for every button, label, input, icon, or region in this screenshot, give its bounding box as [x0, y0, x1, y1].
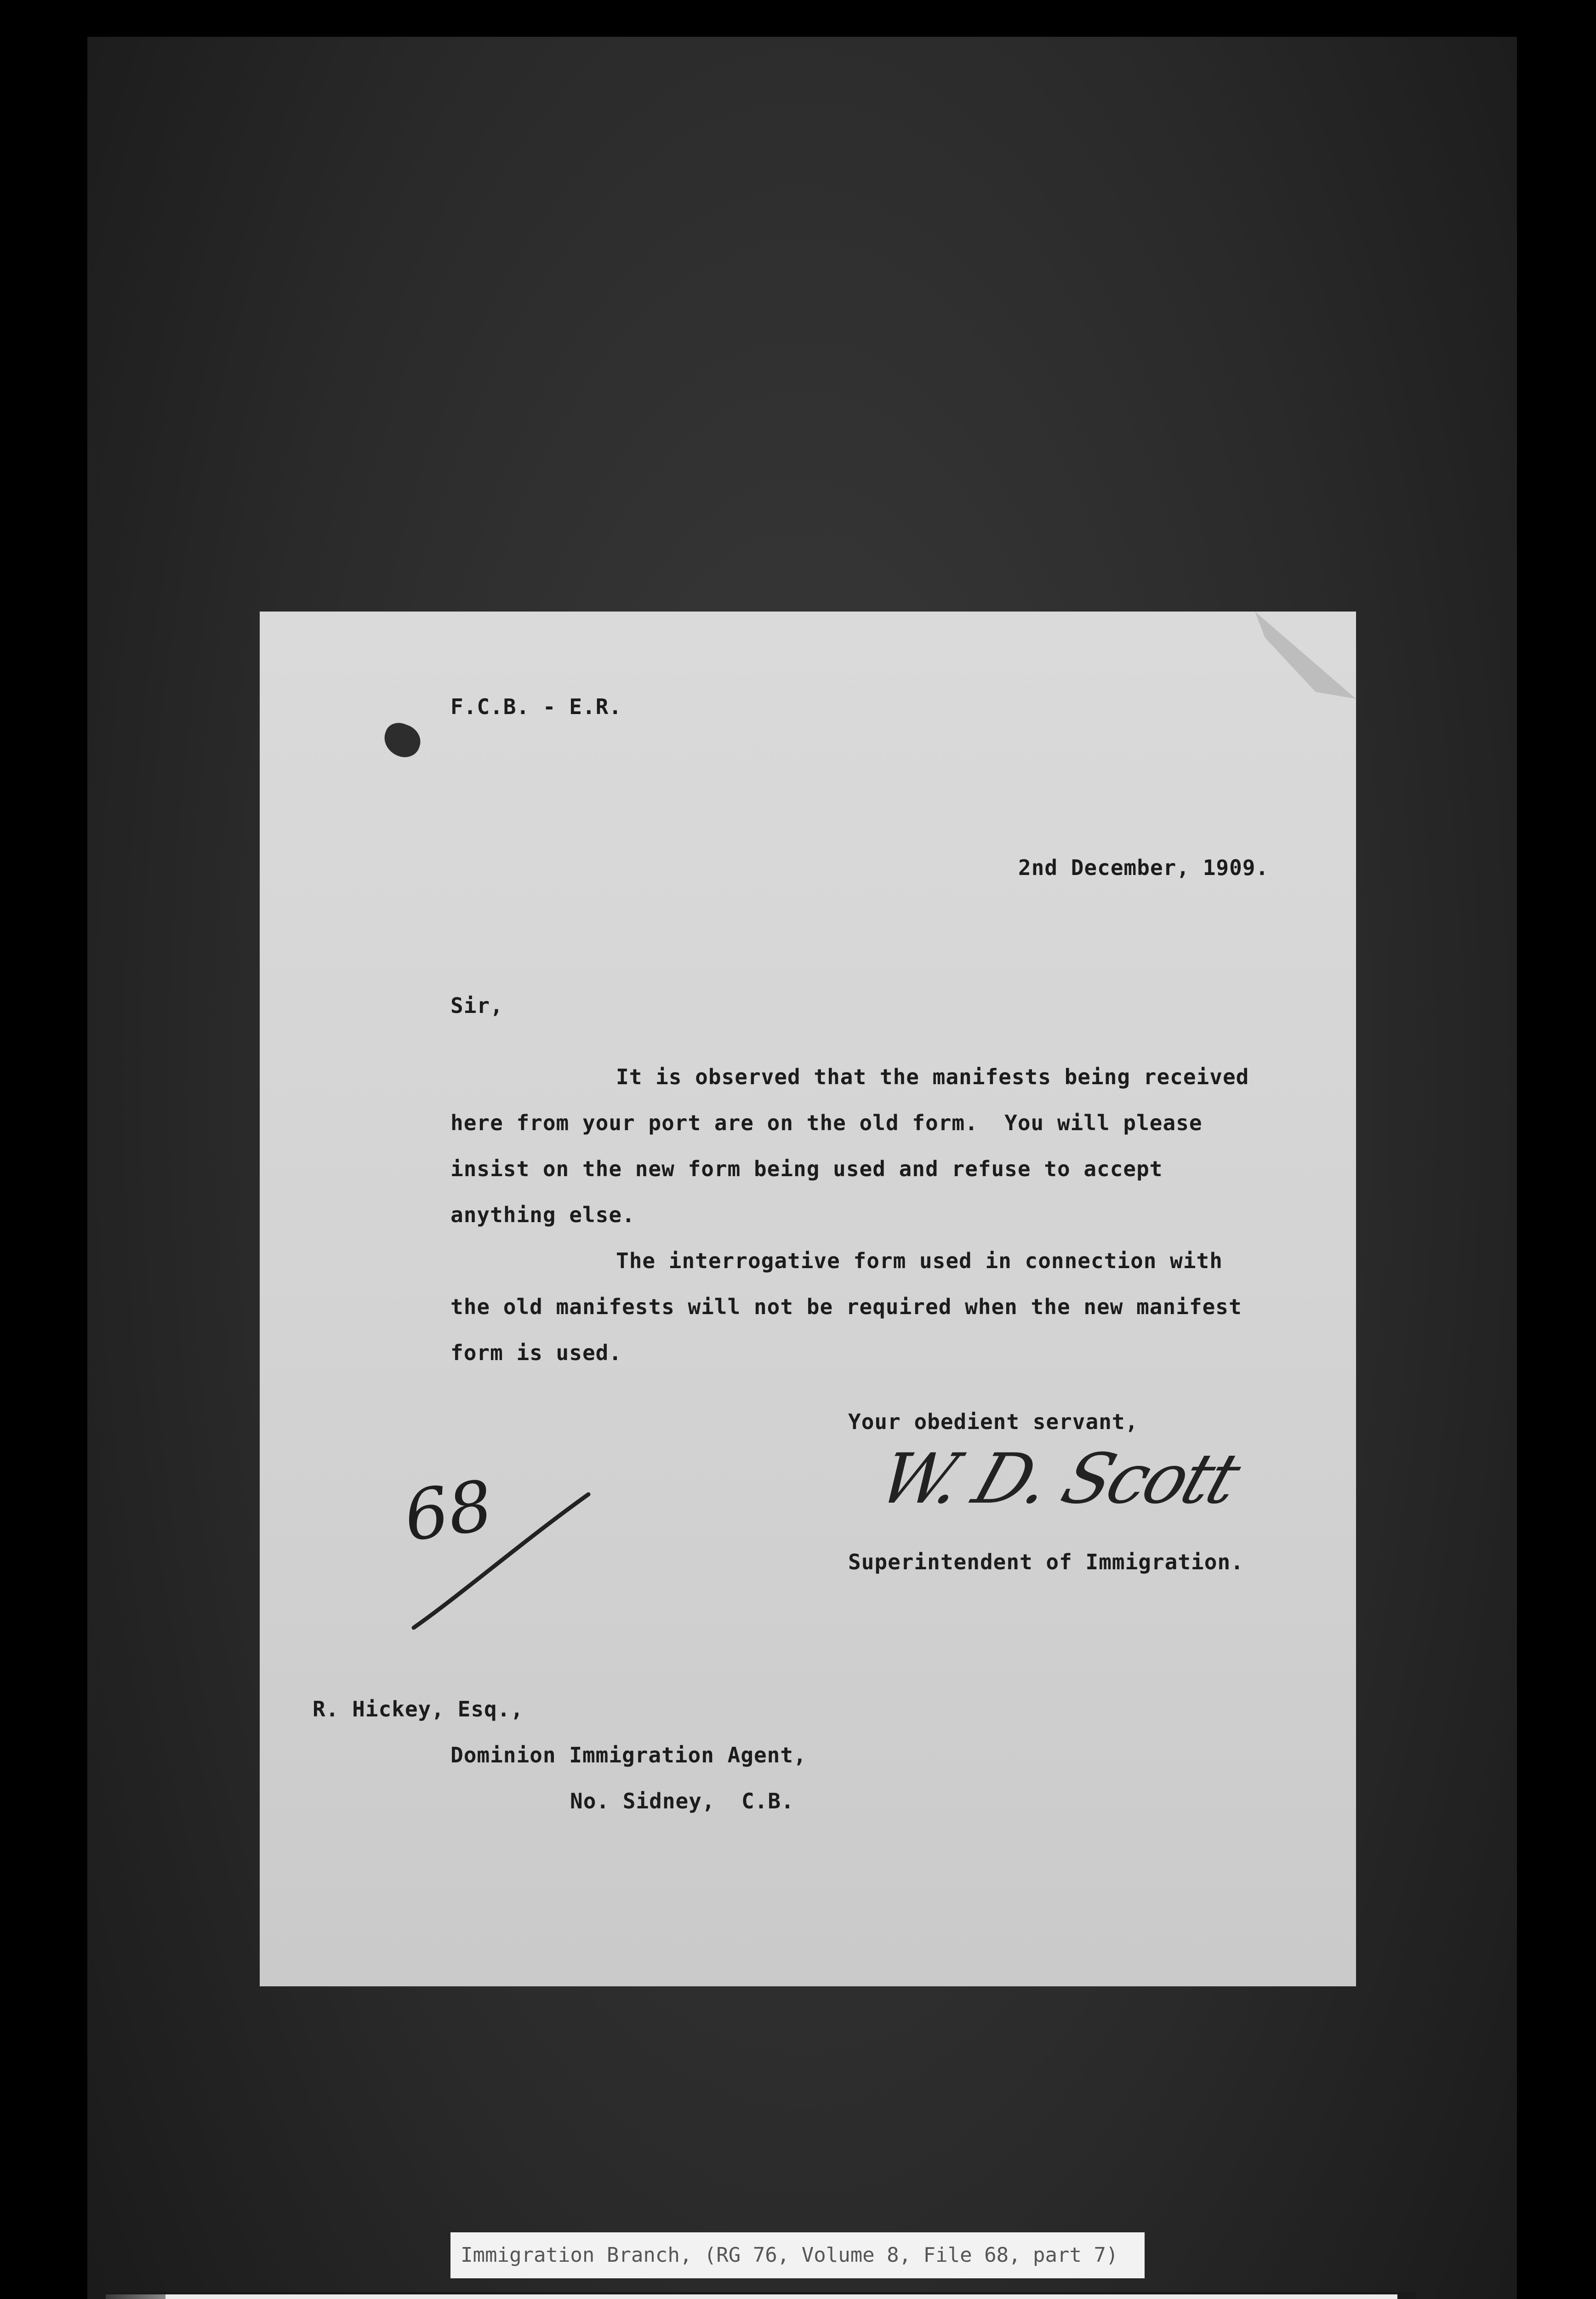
- handwritten-slash: [405, 1485, 598, 1637]
- stamp-left-edge: [106, 2294, 165, 2299]
- body-line: form is used.: [450, 1340, 622, 1365]
- body-line: here from your port are on the old form. You will please: [450, 1110, 1203, 1135]
- recipient-line: R. Hickey, Esq.,: [313, 1697, 524, 1721]
- handwritten-file-number: 68: [399, 1465, 498, 1557]
- body-line: It is observed that the manifests being received: [616, 1064, 1249, 1089]
- body-line: The interrogative form used in connection with: [616, 1248, 1223, 1273]
- recipient-line: Dominion Immigration Agent,: [450, 1743, 807, 1767]
- body-line: insist on the new form being used and refuse to accept: [450, 1156, 1163, 1181]
- archive-reference-label: Immigration Branch, (RG 76, Volume 8, File 68, part 7): [450, 2232, 1145, 2278]
- recipient-line: No. Sidney, C.B.: [570, 1789, 794, 1813]
- letter-date: 2nd December, 1909.: [1018, 855, 1269, 880]
- body-line: the old manifests will not be required when the new manifest: [450, 1294, 1242, 1319]
- letter-reference: F.C.B. - E.R.: [450, 694, 622, 719]
- signer-title: Superintendent of Immigration.: [848, 1550, 1244, 1574]
- signature: W. D. Scott: [869, 1439, 1248, 1519]
- letter-salutation: Sir,: [450, 993, 503, 1018]
- body-line: anything else.: [450, 1202, 635, 1227]
- letter-closing: Your obedient servant,: [848, 1409, 1139, 1434]
- archives-stamp: [161, 2294, 1397, 2299]
